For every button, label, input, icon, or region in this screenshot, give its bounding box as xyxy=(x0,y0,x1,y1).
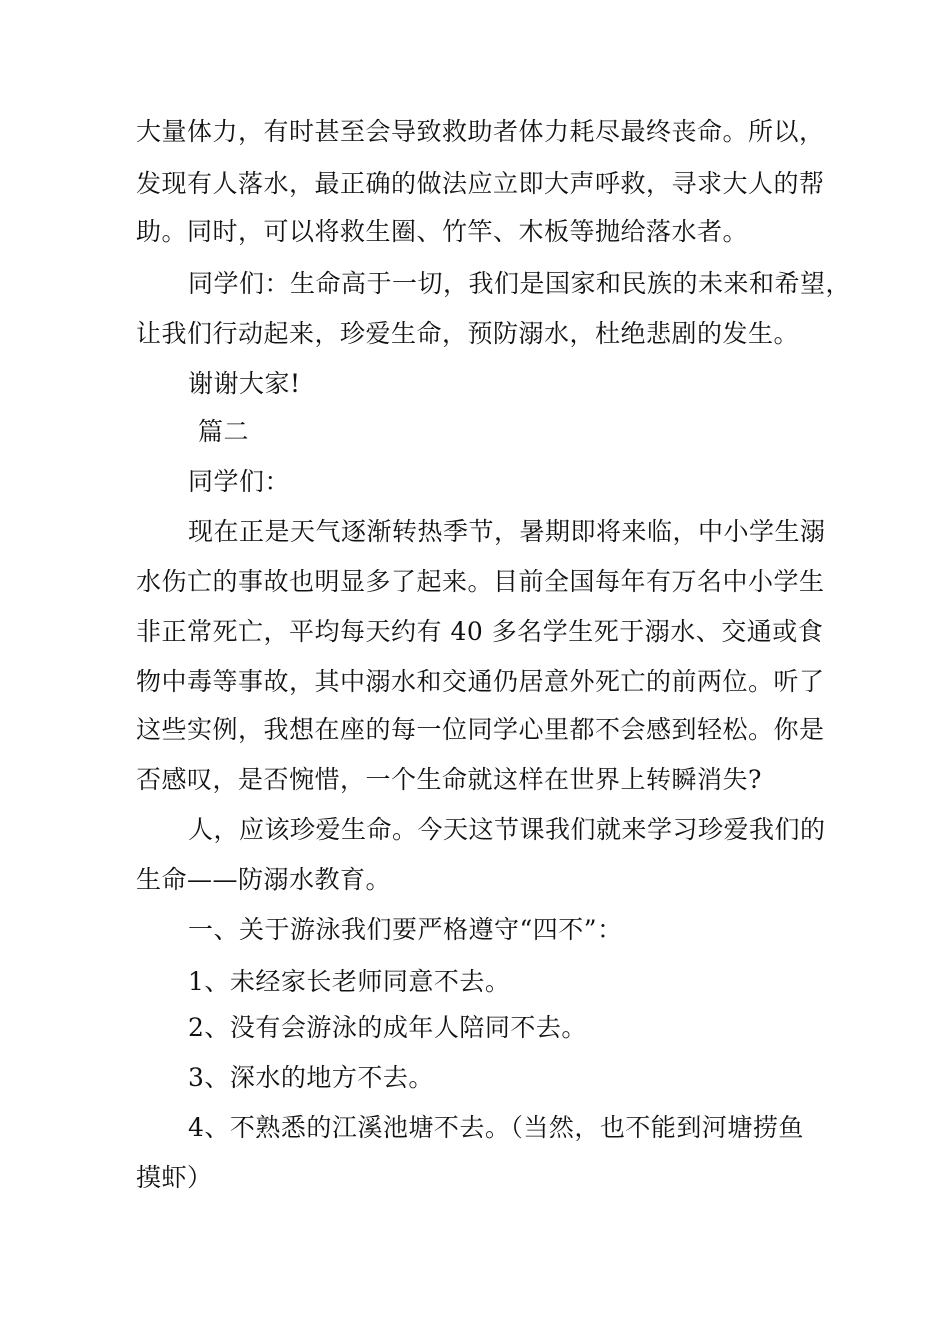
text-line: 同学们：生命高于一切，我们是国家和民族的未来和希望， xyxy=(188,269,852,298)
text-line: 人，应该珍爱生命。今天这节课我们就来学习珍爱我们的 xyxy=(188,815,826,844)
text-line: 非正常死亡，平均每天约有 40 多名学生死于溺水、交通或食 xyxy=(136,617,824,646)
text-line: 现在正是天气逐渐转热季节，暑期即将来临，中小学生溺 xyxy=(188,517,826,546)
text-line: 同学们： xyxy=(188,467,291,496)
text-line: 水伤亡的事故也明显多了起来。目前全国每年有万名中小学生 xyxy=(136,567,825,596)
list-item: 1、未经家长老师同意不去。 xyxy=(188,967,511,996)
text-line: 大量体力，有时甚至会导致救助者体力耗尽最终丧命。所以， xyxy=(136,117,825,146)
text-line: 摸虾） xyxy=(136,1163,213,1192)
text-line: 谢谢大家! xyxy=(188,369,301,398)
text-line: 否感叹，是否惋惜，一个生命就这样在世界上转瞬消失? xyxy=(136,765,762,794)
text-line: 发现有人落水，最正确的做法应立即大声呼救，寻求大人的帮 xyxy=(136,169,825,198)
section-heading: 篇二 xyxy=(198,417,250,446)
text-line: 这些实例，我想在座的每一位同学心里都不会感到轻松。你是 xyxy=(136,715,825,744)
list-item: 3、深水的地方不去。 xyxy=(188,1063,434,1092)
text-line: 让我们行动起来，珍爱生命，预防溺水，杜绝悲剧的发生。 xyxy=(136,319,800,348)
text-line: 一、关于游泳我们要严格遵守“四不”： xyxy=(188,915,623,944)
list-item: 4、不熟悉的江溪池塘不去。（当然，也不能到河塘捞鱼 xyxy=(188,1113,804,1142)
text-line: 物中毒等事故，其中溺水和交通仍居意外死亡的前两位。听了 xyxy=(136,667,825,696)
text-line: 生命——防溺水教育。 xyxy=(136,865,392,894)
list-item: 2、没有会游泳的成年人陪同不去。 xyxy=(188,1013,587,1042)
text-line: 助。同时，可以将救生圈、竹竿、木板等抛给落水者。 xyxy=(136,217,749,246)
